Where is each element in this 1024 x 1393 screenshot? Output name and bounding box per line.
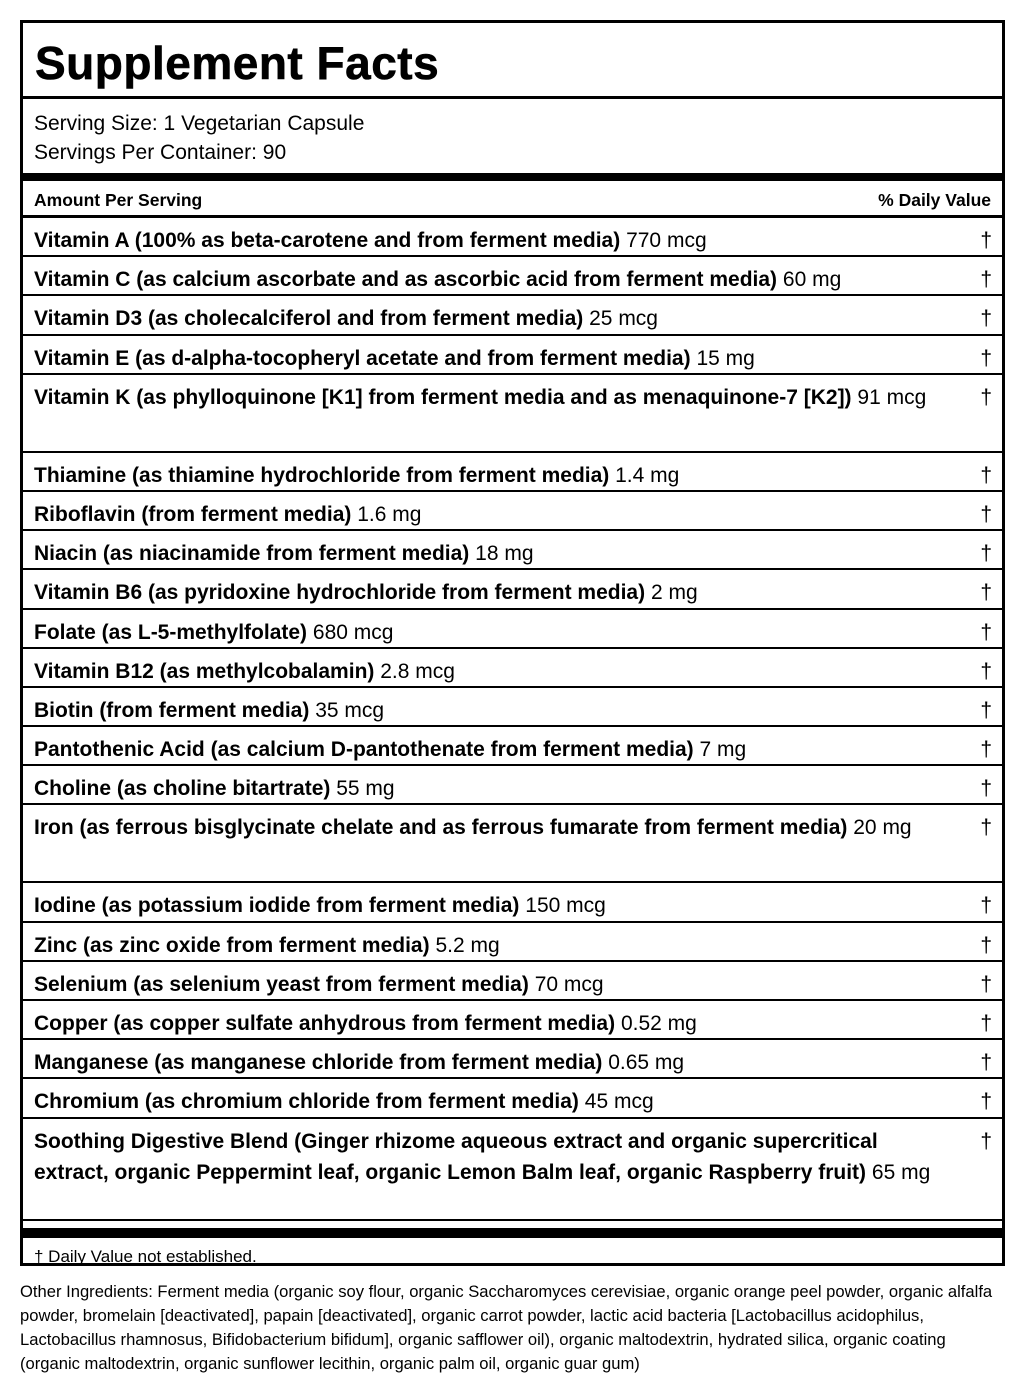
dagger-mark: † xyxy=(980,972,992,996)
nutrient-row xyxy=(23,1119,1002,1221)
nutrient-row xyxy=(23,492,1002,531)
dagger-mark: † xyxy=(980,346,992,370)
nutrient-name: Biotin (from ferment media) xyxy=(34,698,310,722)
panel-title: Supplement Facts xyxy=(23,23,1002,99)
nutrient-row xyxy=(23,570,1002,609)
dagger-mark: † xyxy=(980,894,992,918)
dagger-mark: † xyxy=(980,268,992,292)
nutrient-row xyxy=(23,727,1002,766)
nutrient-list xyxy=(23,218,1002,1221)
daily-value-label: % Daily Value xyxy=(878,189,991,210)
nutrient-row xyxy=(23,962,1002,1001)
nutrient-name: Vitamin B12 (as methylcobalamin) xyxy=(34,659,375,683)
servings-per-container: Servings Per Container: 90 xyxy=(34,141,287,164)
dagger-mark: † xyxy=(980,307,992,331)
dagger-mark: † xyxy=(980,385,992,409)
nutrient-row xyxy=(23,375,1002,453)
nutrient-name: Vitamin C (as calcium ascorbate and as ascorbic acid from ferment media) xyxy=(34,268,778,292)
footnote: † Daily Value not established. xyxy=(34,1246,257,1266)
dagger-mark: † xyxy=(980,229,992,252)
nutrient-amount: 35 mcg xyxy=(315,698,385,722)
nutrient-name: Folate (as L-5-methylfolate) xyxy=(34,620,308,644)
nutrient-row xyxy=(23,805,1002,883)
nutrient-name: Vitamin K (as phylloquinone [K1] from ferment media and as menaquinone-7 [K2]) xyxy=(34,385,852,409)
nutrient-name: Choline (as choline bitartrate) xyxy=(34,777,331,801)
nutrient-name: Riboflavin (from ferment media) xyxy=(34,502,352,526)
dagger-mark: † xyxy=(980,1090,992,1114)
nutrient-row xyxy=(23,1040,1002,1079)
nutrient-row xyxy=(23,766,1002,805)
nutrient-name: Vitamin A (100% as beta-carotene and from ferment media) xyxy=(34,229,621,252)
dagger-mark: † xyxy=(980,777,992,801)
dagger-mark: † xyxy=(980,738,992,762)
nutrient-row xyxy=(23,257,1002,296)
nutrient-amount: 91 mcg xyxy=(857,385,927,409)
nutrient-amount: 45 mcg xyxy=(584,1090,654,1114)
nutrient-row xyxy=(23,296,1002,335)
other-ingredients: Other Ingredients: Ferment media (organic soy flour, organic Saccharomyces cerevisiae, organic orange peel powder, organic alfalfa powder, bromelain [deactivated], papain [deactivated], organic carrot powder, lactic acid bacteria [Lactobacillus acidophilus, Lactobacillus rhamnosus, Bifidobacterium bifidum], organic safflower oil), organic maltodextrin, hydrated silica, organic coating (organic maltodextrin, organic sunflower lecithin, organic palm oil, organic guar gum) xyxy=(20,1282,993,1373)
nutrient-row xyxy=(23,610,1002,649)
amount-header xyxy=(23,181,1002,218)
nutrient-row xyxy=(23,1001,1002,1040)
supplement-facts-panel xyxy=(20,20,1005,1266)
nutrient-row xyxy=(23,688,1002,727)
nutrient-amount: 0.65 mg xyxy=(608,1051,685,1075)
nutrient-name: Iron (as ferrous bisglycinate chelate and as ferrous fumarate from ferment media) xyxy=(34,816,848,840)
nutrient-row xyxy=(23,453,1002,492)
nutrient-amount: 0.52 mg xyxy=(620,1012,697,1035)
nutrient-amount: 55 mg xyxy=(336,777,395,801)
nutrient-amount: 1.6 mg xyxy=(357,502,422,526)
nutrient-amount: 60 mg xyxy=(782,268,842,292)
nutrient-name: Iodine (as potassium iodide from ferment media) xyxy=(34,894,520,918)
nutrient-name: Copper (as copper sulfate anhydrous from ferment media) xyxy=(34,1012,616,1035)
serving-info xyxy=(23,99,1002,173)
thick-divider-bottom xyxy=(23,1228,1002,1238)
nutrient-row xyxy=(23,923,1002,962)
nutrient-name: Chromium (as chromium chloride from ferment media) xyxy=(34,1090,579,1114)
nutrient-name: Vitamin E (as d-alpha-tocopheryl acetate and from ferment media) xyxy=(34,346,691,370)
nutrient-name: Thiamine (as thiamine hydrochloride from ferment media) xyxy=(34,463,610,487)
dagger-mark: † xyxy=(980,581,992,605)
dagger-mark: † xyxy=(980,816,992,840)
nutrient-amount: 680 mcg xyxy=(312,620,394,644)
nutrient-row xyxy=(23,336,1002,375)
nutrient-amount: 18 mg xyxy=(475,542,534,566)
nutrient-amount: 770 mcg xyxy=(626,229,707,252)
spacer xyxy=(23,1221,1002,1228)
dagger-mark: † xyxy=(980,1051,992,1075)
dagger-mark: † xyxy=(980,1012,992,1035)
nutrient-amount: 2.8 mcg xyxy=(380,659,455,683)
nutrient-amount: 25 mcg xyxy=(589,307,658,331)
nutrient-row xyxy=(23,649,1002,688)
dagger-mark: † xyxy=(980,620,992,644)
nutrient-amount: 70 mcg xyxy=(534,972,604,996)
nutrient-amount: 1.4 mg xyxy=(615,463,680,487)
nutrient-row xyxy=(23,531,1002,570)
nutrient-row xyxy=(23,1079,1002,1118)
nutrient-amount: 5.2 mg xyxy=(435,933,500,957)
nutrient-name: Manganese (as manganese chloride from ferment media) xyxy=(34,1051,603,1075)
nutrient-amount: 2 mg xyxy=(650,581,698,605)
nutrient-name: Niacin (as niacinamide from ferment media) xyxy=(34,542,470,566)
amount-per-serving-label: Amount Per Serving xyxy=(34,189,203,210)
nutrient-name: Selenium (as selenium yeast from ferment media) xyxy=(34,972,529,996)
dagger-mark: † xyxy=(980,542,992,566)
dagger-mark: † xyxy=(980,698,992,722)
dagger-mark: † xyxy=(980,1129,992,1153)
nutrient-name: Vitamin D3 (as cholecalciferol and from ferment media) xyxy=(34,307,584,331)
dagger-mark: † xyxy=(980,502,992,526)
nutrient-name: Zinc (as zinc oxide from ferment media) xyxy=(34,933,430,957)
serving-size: Serving Size: 1 Vegetarian Capsule xyxy=(34,112,365,135)
dagger-mark: † xyxy=(980,933,992,957)
nutrient-amount: 15 mg xyxy=(696,346,755,370)
thick-divider xyxy=(23,173,1002,181)
nutrient-amount: 65 mg xyxy=(871,1160,931,1184)
nutrient-row xyxy=(23,218,1002,257)
nutrient-name: Pantothenic Acid (as calcium D-pantothenate from ferment media) xyxy=(34,738,694,762)
nutrient-name: Vitamin B6 (as pyridoxine hydrochloride from ferment media) xyxy=(34,581,646,605)
nutrient-amount: 20 mg xyxy=(853,816,912,840)
dagger-mark: † xyxy=(980,659,992,683)
nutrient-row xyxy=(23,883,1002,922)
nutrient-name: Soothing Digestive Blend (Ginger rhizome aqueous extract and organic supercritical extract, organic Peppermint leaf, organic Lemon Balm leaf, organic Raspberry fruit) xyxy=(34,1129,878,1184)
dagger-mark: † xyxy=(980,463,992,487)
nutrient-amount: 150 mcg xyxy=(525,894,606,918)
nutrient-amount: 7 mg xyxy=(699,738,747,762)
